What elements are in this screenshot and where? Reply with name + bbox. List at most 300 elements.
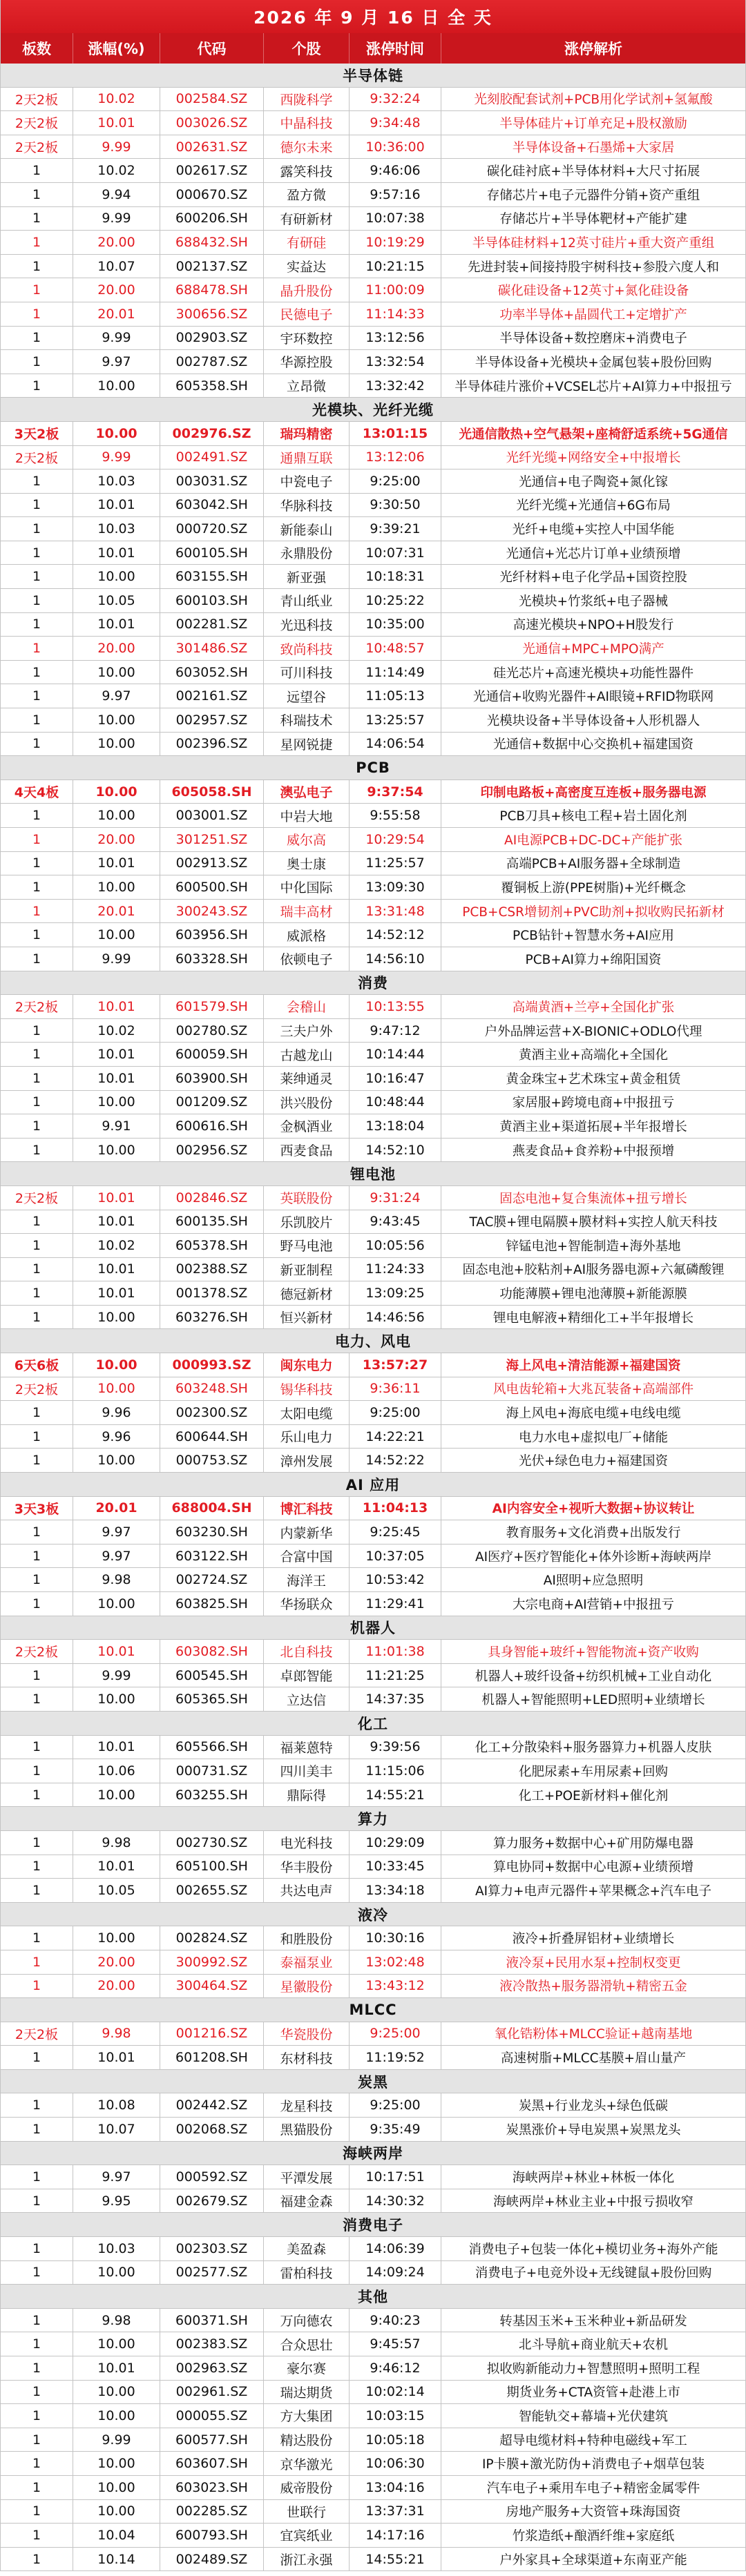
stock-code-cell: 002285.SZ xyxy=(160,2500,264,2524)
limit-up-time-cell: 14:52:12 xyxy=(350,923,441,947)
limit-up-reason-cell: 固态电池+胶粘剂+AI服务器电源+六氟磷酸锂 xyxy=(462,1263,725,1278)
stock-name-cell: 会稽山 xyxy=(264,995,350,1018)
stock-row xyxy=(1,88,745,112)
section-header: 液冷 xyxy=(1,1903,745,1927)
limit-up-reason-cell: 消费电子+电竞外设+无线键鼠+股份回购 xyxy=(475,2266,712,2281)
limit-up-time-cell: 14:30:32 xyxy=(350,2189,441,2213)
stock-row xyxy=(1,446,745,470)
change-pct-cell: 10.00 xyxy=(73,1592,160,1616)
stock-row xyxy=(1,2332,745,2356)
board-count-cell: 1 xyxy=(1,2356,73,2380)
limit-up-time-cell: 9:25:00 xyxy=(350,1401,441,1424)
stock-row xyxy=(1,1401,745,1425)
limit-up-reason-cell: 转基因玉米+玉米种业+新品研发 xyxy=(499,2314,687,2329)
board-count-cell: 1 xyxy=(1,2548,73,2571)
limit-up-time-cell: 9:39:21 xyxy=(350,517,441,541)
change-pct-cell: 10.01 xyxy=(73,1281,160,1305)
stock-code-cell: 002724.SZ xyxy=(160,1568,264,1591)
table-header xyxy=(1,33,745,64)
limit-up-time-cell: 9:39:56 xyxy=(350,1736,441,1759)
change-pct-cell: 10.01 xyxy=(73,852,160,875)
limit-up-reason-cell: 黄金珠宝+艺术珠宝+黄金租赁 xyxy=(506,1072,681,1087)
stock-name-cell: 京华激光 xyxy=(264,2452,350,2475)
stock-name-cell: 古越龙山 xyxy=(264,1043,350,1066)
stock-row xyxy=(1,1736,745,1760)
board-count-cell: 1 xyxy=(1,1664,73,1687)
stock-row xyxy=(1,2189,745,2214)
change-pct-cell: 10.02 xyxy=(73,1019,160,1043)
change-pct-cell: 9.98 xyxy=(73,2309,160,2332)
stock-row xyxy=(1,1950,745,1975)
board-count-cell: 1 xyxy=(1,1831,73,1854)
limit-up-reason-cell: AI内容安全+视听大数据+协议转让 xyxy=(492,1502,695,1517)
stock-name-cell: 通鼎互联 xyxy=(264,446,350,469)
stock-row xyxy=(1,1687,745,1712)
stock-name-cell: 远望谷 xyxy=(264,684,350,708)
limit-up-reason-cell: 碳化硅衬底+半导体材料+大尺寸拓展 xyxy=(486,164,700,180)
change-pct-cell: 9.97 xyxy=(73,684,160,708)
change-pct-cell: 20.00 xyxy=(73,1975,160,1998)
stock-name-cell: 可川科技 xyxy=(264,661,350,684)
limit-up-time-cell: 10:36:00 xyxy=(350,135,441,159)
board-count-cell: 1 xyxy=(1,684,73,708)
stock-code-cell: 600371.SH xyxy=(160,2309,264,2332)
limit-up-time-cell: 11:25:57 xyxy=(350,852,441,875)
stock-code-cell: 603042.SH xyxy=(160,494,264,517)
section-header: 化工 xyxy=(1,1712,745,1736)
stock-code-cell: 002068.SZ xyxy=(160,2118,264,2141)
limit-up-time-cell: 9:46:06 xyxy=(350,159,441,182)
limit-up-time-cell: 10:25:22 xyxy=(350,589,441,612)
stock-code-cell: 603956.SH xyxy=(160,923,264,947)
stock-name-cell: 泰福泵业 xyxy=(264,1950,350,1974)
stock-code-cell: 002442.SZ xyxy=(160,2093,264,2117)
board-count-cell: 1 xyxy=(1,1281,73,1305)
board-count-cell: 1 xyxy=(1,159,73,182)
change-pct-cell: 9.96 xyxy=(73,1401,160,1424)
stock-row xyxy=(1,1831,745,1855)
stock-code-cell: 002137.SZ xyxy=(160,255,264,278)
stock-name-cell: 乐凯胶片 xyxy=(264,1210,350,1234)
limit-up-time-cell: 9:55:58 xyxy=(350,804,441,827)
stock-name-cell: 星网锐捷 xyxy=(264,733,350,756)
stock-row xyxy=(1,923,745,947)
limit-up-reason-cell: 房地产服务+大资管+珠海国资 xyxy=(506,2505,681,2520)
stock-code-cell: 603276.SH xyxy=(160,1306,264,1329)
board-count-cell: 1 xyxy=(1,1210,73,1234)
stock-name-cell: 雷柏科技 xyxy=(264,2261,350,2285)
change-pct-cell: 10.01 xyxy=(73,1855,160,1879)
limit-up-reason-cell: 存储芯片+电子元器件分销+资产重组 xyxy=(486,188,700,203)
limit-up-time-cell: 13:34:18 xyxy=(350,1879,441,1902)
limit-up-reason-cell: 机器人+智能照明+LED照明+业绩增长 xyxy=(481,1693,705,1708)
change-pct-cell: 10.00 xyxy=(73,422,160,445)
stock-row xyxy=(1,1258,745,1282)
stock-row xyxy=(1,231,745,255)
stock-name-cell: 华丰股份 xyxy=(264,1855,350,1879)
stock-row xyxy=(1,422,745,446)
stock-row xyxy=(1,1114,745,1139)
limit-up-reason-cell: 半导体硅片+订单充足+股权激励 xyxy=(499,116,687,131)
stock-row xyxy=(1,541,745,565)
stock-row xyxy=(1,1234,745,1258)
stock-row xyxy=(1,350,745,374)
stock-code-cell: 600103.SH xyxy=(160,589,264,612)
stock-name-cell: 新亚强 xyxy=(264,565,350,588)
stock-name-cell: 乐山电力 xyxy=(264,1425,350,1449)
limit-up-reason-cell: 高速树脂+MLCC基膜+眉山量产 xyxy=(500,2051,687,2066)
limit-up-reason-cell: 锌锰电池+智能制造+海外基地 xyxy=(506,1239,681,1254)
board-count-cell: 1 xyxy=(1,1950,73,1974)
stock-code-cell: 601579.SH xyxy=(160,995,264,1018)
stock-name-cell: 威派格 xyxy=(264,923,350,947)
change-pct-cell: 10.00 xyxy=(73,1783,160,1807)
stock-row xyxy=(1,1759,745,1783)
board-count-cell: 2天2板 xyxy=(1,2022,73,2046)
stock-row xyxy=(1,2500,745,2524)
column-header-change-pct: 涨幅(%) xyxy=(73,33,160,64)
stock-name-cell: 宇环数控 xyxy=(264,327,350,350)
change-pct-cell: 10.06 xyxy=(73,1759,160,1783)
stock-code-cell: 605378.SH xyxy=(160,1234,264,1257)
limit-up-time-cell: 14:17:16 xyxy=(350,2524,441,2547)
stock-code-cell: 603122.SH xyxy=(160,1544,264,1568)
limit-up-time-cell: 9:46:12 xyxy=(350,2356,441,2380)
stock-row xyxy=(1,1592,745,1616)
limit-up-time-cell: 10:13:55 xyxy=(350,995,441,1018)
change-pct-cell: 10.00 xyxy=(73,1449,160,1472)
limit-up-reason-cell: 燕麦食品+食养粉+中报预增 xyxy=(512,1143,675,1159)
limit-up-reason-cell: 户外品牌运营+X-BIONIC+ODLO代理 xyxy=(484,1024,702,1039)
section-header: 其他 xyxy=(1,2285,745,2309)
stock-name-cell: 中瓷电子 xyxy=(264,469,350,493)
limit-up-time-cell: 14:52:22 xyxy=(350,1449,441,1472)
board-count-cell: 1 xyxy=(1,2189,73,2213)
stock-name-cell: 豪尔赛 xyxy=(264,2356,350,2380)
limit-up-reason-cell: 液冷+折叠屏铝材+业绩增长 xyxy=(512,1932,675,1947)
stock-name-cell: 福莱蒽特 xyxy=(264,1736,350,1759)
change-pct-cell: 10.03 xyxy=(73,517,160,541)
stock-name-cell: 野马电池 xyxy=(264,1234,350,1257)
board-count-cell: 1 xyxy=(1,2404,73,2428)
limit-up-time-cell: 14:22:21 xyxy=(350,1425,441,1449)
limit-up-time-cell: 9:31:24 xyxy=(350,1186,441,1210)
limit-up-reason-cell: 化工+分散染料+服务器算力+机器人皮肤 xyxy=(475,1741,712,1756)
stock-name-cell: 精达股份 xyxy=(264,2428,350,2452)
board-count-cell: 4天4板 xyxy=(1,780,73,804)
stock-code-cell: 603155.SH xyxy=(160,565,264,588)
stock-row xyxy=(1,255,745,279)
change-pct-cell: 9.98 xyxy=(73,1568,160,1591)
stock-code-cell: 002617.SZ xyxy=(160,159,264,182)
stock-name-cell: 恒兴新材 xyxy=(264,1306,350,1329)
stock-code-cell: 002396.SZ xyxy=(160,733,264,756)
change-pct-cell: 10.00 xyxy=(73,2332,160,2356)
stock-code-cell: 603255.SH xyxy=(160,1783,264,1807)
limit-up-reason-cell: 超导电缆材料+特种电磁线+军工 xyxy=(499,2433,687,2448)
stock-row xyxy=(1,780,745,804)
stock-name-cell: 美盈森 xyxy=(264,2237,350,2260)
stock-name-cell: 莱绅通灵 xyxy=(264,1067,350,1090)
change-pct-cell: 9.95 xyxy=(73,2189,160,2213)
limit-up-time-cell: 14:06:39 xyxy=(350,2237,441,2260)
board-count-cell: 1 xyxy=(1,589,73,612)
board-count-cell: 1 xyxy=(1,2524,73,2547)
stock-code-cell: 600135.SH xyxy=(160,1210,264,1234)
section-header: 锂电池 xyxy=(1,1162,745,1186)
stock-row xyxy=(1,1640,745,1664)
stock-code-cell: 605365.SH xyxy=(160,1687,264,1711)
stock-row xyxy=(1,995,745,1019)
limit-up-time-cell: 10:05:56 xyxy=(350,1234,441,1257)
stock-code-cell: 003001.SZ xyxy=(160,804,264,827)
stock-name-cell: 西麦食品 xyxy=(264,1139,350,1162)
stock-name-cell: 宜宾纸业 xyxy=(264,2524,350,2547)
stock-code-cell: 002281.SZ xyxy=(160,613,264,637)
stock-code-cell: 301251.SZ xyxy=(160,828,264,851)
stock-code-cell: 301486.SZ xyxy=(160,637,264,660)
change-pct-cell: 10.00 xyxy=(73,1091,160,1114)
limit-up-time-cell: 10:03:15 xyxy=(350,2404,441,2428)
limit-up-time-cell: 10:53:42 xyxy=(350,1568,441,1591)
change-pct-cell: 10.00 xyxy=(73,2261,160,2285)
limit-up-time-cell: 11:01:38 xyxy=(350,1640,441,1663)
stock-row xyxy=(1,2356,745,2381)
board-count-cell: 1 xyxy=(1,2381,73,2404)
limit-up-reason-cell: 电力水电+虚拟电厂+储能 xyxy=(518,1430,668,1445)
limit-up-time-cell: 11:05:13 xyxy=(350,684,441,708)
limit-up-reason-cell: PCB+AI算力+绵阳国资 xyxy=(525,952,662,967)
change-pct-cell: 9.98 xyxy=(73,1831,160,1854)
change-pct-cell: 10.01 xyxy=(73,1210,160,1234)
stock-code-cell: 001209.SZ xyxy=(160,1091,264,1114)
limit-up-reason-cell: 光模块设备+半导体设备+人形机器人 xyxy=(486,713,700,728)
board-count-cell: 1 xyxy=(1,1592,73,1616)
change-pct-cell: 10.02 xyxy=(73,1234,160,1257)
stock-code-cell: 600545.SH xyxy=(160,1664,264,1687)
stock-code-cell: 000670.SZ xyxy=(160,183,264,206)
stock-row xyxy=(1,2381,745,2405)
limit-up-reason-cell: 化工+POE新材料+催化剂 xyxy=(518,1788,669,1803)
limit-up-time-cell: 9:25:00 xyxy=(350,2093,441,2117)
change-pct-cell: 20.01 xyxy=(73,302,160,326)
stock-row xyxy=(1,804,745,828)
board-count-cell: 1 xyxy=(1,2046,73,2069)
limit-up-reason-cell: 黄酒主业+高端化+全国化 xyxy=(518,1048,668,1063)
board-count-cell: 1 xyxy=(1,2476,73,2499)
limit-up-reason-cell: 氧化锆粉体+MLCC验证+越南基地 xyxy=(494,2027,693,2042)
board-count-cell: 1 xyxy=(1,1879,73,1902)
limit-up-time-cell: 11:14:49 xyxy=(350,661,441,684)
stock-row xyxy=(1,2261,745,2285)
stock-row xyxy=(1,1425,745,1449)
stock-name-cell: 立达信 xyxy=(264,1687,350,1711)
stock-row xyxy=(1,135,745,159)
stock-row xyxy=(1,565,745,589)
stock-name-cell: 和胜股份 xyxy=(264,1926,350,1950)
limit-up-time-cell: 14:55:21 xyxy=(350,2548,441,2571)
stock-code-cell: 603248.SH xyxy=(160,1377,264,1401)
limit-up-reason-cell: 硅光芯片+高速光模块+功能性器件 xyxy=(492,666,694,681)
board-count-cell: 1 xyxy=(1,1306,73,1329)
limit-up-reason-cell: 炭黑涨价+导电炭黑+炭黑龙头 xyxy=(506,2122,681,2138)
limit-up-reason-cell: 印制电路板+高密度互连板+服务器电源 xyxy=(480,785,707,800)
limit-up-time-cell: 11:15:06 xyxy=(350,1759,441,1783)
change-pct-cell: 9.99 xyxy=(73,947,160,971)
stock-row xyxy=(1,374,745,398)
stock-name-cell: 华瓷股份 xyxy=(264,2022,350,2046)
stock-row xyxy=(1,900,745,924)
limit-up-time-cell: 10:33:45 xyxy=(350,1855,441,1879)
board-count-cell: 1 xyxy=(1,494,73,517)
stock-code-cell: 000731.SZ xyxy=(160,1759,264,1783)
stock-name-cell: 奥士康 xyxy=(264,852,350,875)
board-count-cell: 1 xyxy=(1,2309,73,2332)
board-count-cell: 1 xyxy=(1,1568,73,1591)
limit-up-time-cell: 9:45:57 xyxy=(350,2332,441,2356)
stock-name-cell: 合众思壮 xyxy=(264,2332,350,2356)
limit-up-time-cell: 9:47:12 xyxy=(350,1019,441,1043)
limit-up-reason-cell: 汽车电子+乘用车电子+精密金属零件 xyxy=(486,2481,700,2496)
stock-code-cell: 002961.SZ xyxy=(160,2381,264,2404)
limit-up-reason-cell: 户外家具+全球渠道+东南亚产能 xyxy=(499,2553,687,2568)
board-count-cell: 1 xyxy=(1,2500,73,2524)
change-pct-cell: 10.00 xyxy=(73,804,160,827)
change-pct-cell: 10.00 xyxy=(73,2476,160,2499)
change-pct-cell: 10.00 xyxy=(73,565,160,588)
change-pct-cell: 10.02 xyxy=(73,88,160,111)
board-count-cell: 2天2板 xyxy=(1,111,73,135)
board-count-cell: 1 xyxy=(1,1258,73,1281)
limit-up-reason-cell: 覆铜板上游(PPE树脂)+光纤概念 xyxy=(501,880,686,895)
board-count-cell: 1 xyxy=(1,1520,73,1544)
stock-name-cell: 晶升股份 xyxy=(264,278,350,302)
stock-name-cell: 西陇科学 xyxy=(264,88,350,111)
board-count-cell: 1 xyxy=(1,1234,73,1257)
limit-up-time-cell: 14:09:24 xyxy=(350,2261,441,2285)
stock-name-cell: 盈方微 xyxy=(264,183,350,206)
limit-up-time-cell: 14:55:21 xyxy=(350,1783,441,1807)
board-count-cell: 1 xyxy=(1,1401,73,1424)
stock-code-cell: 002976.SZ xyxy=(160,422,264,445)
board-count-cell: 1 xyxy=(1,708,73,732)
change-pct-cell: 9.97 xyxy=(73,350,160,374)
limit-up-reason-cell: 光纤+电缆+实控人中国华能 xyxy=(512,523,675,538)
limit-up-time-cell: 9:25:00 xyxy=(350,469,441,493)
limit-up-time-cell: 14:06:54 xyxy=(350,733,441,756)
limit-up-reason-cell: 半导体设备+光模块+金属包装+股份回购 xyxy=(475,355,712,370)
change-pct-cell: 10.01 xyxy=(73,995,160,1018)
limit-up-time-cell: 13:09:30 xyxy=(350,875,441,899)
stock-code-cell: 300243.SZ xyxy=(160,900,264,923)
limit-up-time-cell: 13:32:54 xyxy=(350,350,441,374)
limit-up-reason-cell: 竹浆造纸+酿酒纤维+家庭纸 xyxy=(512,2528,675,2544)
stock-name-cell: 龙星科技 xyxy=(264,2093,350,2117)
limit-up-reason-cell: 大宗电商+AI营销+中报扭亏 xyxy=(512,1597,675,1612)
stock-name-cell: 星徽股份 xyxy=(264,1975,350,1998)
board-count-cell: 1 xyxy=(1,1114,73,1138)
stock-row xyxy=(1,278,745,302)
board-count-cell: 1 xyxy=(1,1759,73,1783)
limit-up-time-cell: 10:14:44 xyxy=(350,1043,441,1066)
limit-up-reason-cell: 教育服务+文化消费+出版发行 xyxy=(506,1526,681,1541)
change-pct-cell: 10.01 xyxy=(73,613,160,637)
limit-up-time-cell: 13:02:48 xyxy=(350,1950,441,1974)
stock-name-cell: 金枫酒业 xyxy=(264,1114,350,1138)
change-pct-cell: 10.01 xyxy=(73,1258,160,1281)
board-count-cell: 1 xyxy=(1,1139,73,1162)
limit-up-time-cell: 10:06:30 xyxy=(350,2452,441,2475)
change-pct-cell: 10.01 xyxy=(73,1186,160,1210)
section-header: 光模块、光纤光缆 xyxy=(1,398,745,422)
board-count-cell: 1 xyxy=(1,828,73,851)
stock-row xyxy=(1,2476,745,2500)
change-pct-cell: 10.01 xyxy=(73,541,160,565)
stock-name-cell: 卓郎智能 xyxy=(264,1664,350,1687)
change-pct-cell: 10.03 xyxy=(73,469,160,493)
stock-row xyxy=(1,517,745,541)
limit-up-reason-cell: 液冷散热+服务器滑轨+精密五金 xyxy=(499,1979,687,1995)
stock-row xyxy=(1,1019,745,1043)
limit-up-time-cell: 11:19:52 xyxy=(350,2046,441,2069)
board-count-cell: 2天2板 xyxy=(1,1377,73,1401)
limit-up-reason-cell: 智能轨交+幕墙+光伏建筑 xyxy=(518,2409,668,2424)
stock-name-cell: 澳弘电子 xyxy=(264,780,350,804)
limit-up-time-cell: 14:46:56 xyxy=(350,1306,441,1329)
stock-row xyxy=(1,2452,745,2476)
stock-code-cell: 600059.SH xyxy=(160,1043,264,1066)
stock-row xyxy=(1,875,745,900)
limit-up-time-cell: 10:19:29 xyxy=(350,231,441,254)
change-pct-cell: 10.00 xyxy=(73,733,160,756)
stock-code-cell: 603825.SH xyxy=(160,1592,264,1616)
limit-up-reason-cell: 功率半导体+晶圆代工+定增扩产 xyxy=(499,307,687,322)
limit-up-reason-cell: 半导体硅材料+12英寸硅片+重大资产重组 xyxy=(472,235,715,251)
stock-row xyxy=(1,1664,745,1688)
stock-name-cell: 英联股份 xyxy=(264,1186,350,1210)
limit-up-time-cell: 10:21:15 xyxy=(350,255,441,278)
board-count-cell: 1 xyxy=(1,947,73,971)
stock-row xyxy=(1,183,745,207)
change-pct-cell: 9.99 xyxy=(73,1664,160,1687)
column-header-limit-up-reason: 涨停解析 xyxy=(564,41,622,57)
limit-up-time-cell: 9:36:11 xyxy=(350,1377,441,1401)
stock-name-cell: 瑞达期货 xyxy=(264,2381,350,2404)
stock-code-cell: 600616.SH xyxy=(160,1114,264,1138)
change-pct-cell: 10.00 xyxy=(73,1353,160,1377)
change-pct-cell: 20.00 xyxy=(73,637,160,660)
stock-name-cell: 致尚科技 xyxy=(264,637,350,660)
board-count-cell: 2天2板 xyxy=(1,1186,73,1210)
section-header: 炭黑 xyxy=(1,2070,745,2094)
limit-up-time-cell: 13:25:57 xyxy=(350,708,441,732)
stock-code-cell: 002491.SZ xyxy=(160,446,264,469)
board-count-cell: 1 xyxy=(1,183,73,206)
change-pct-cell: 10.00 xyxy=(73,1377,160,1401)
stock-code-cell: 688478.SH xyxy=(160,278,264,302)
stock-row xyxy=(1,494,745,518)
limit-up-time-cell: 10:17:51 xyxy=(350,2165,441,2189)
change-pct-cell: 9.99 xyxy=(73,446,160,469)
stock-name-cell: 光迅科技 xyxy=(264,613,350,637)
section-header: 电力、风电 xyxy=(1,1329,745,1353)
stock-row xyxy=(1,2118,745,2142)
section-header: 半导体链 xyxy=(1,64,745,88)
stock-row xyxy=(1,207,745,231)
change-pct-cell: 9.97 xyxy=(73,1520,160,1544)
change-pct-cell: 20.01 xyxy=(73,1497,160,1520)
limit-up-reason-cell: 机器人+玻纤设备+纺织机械+工业自动化 xyxy=(475,1669,712,1684)
